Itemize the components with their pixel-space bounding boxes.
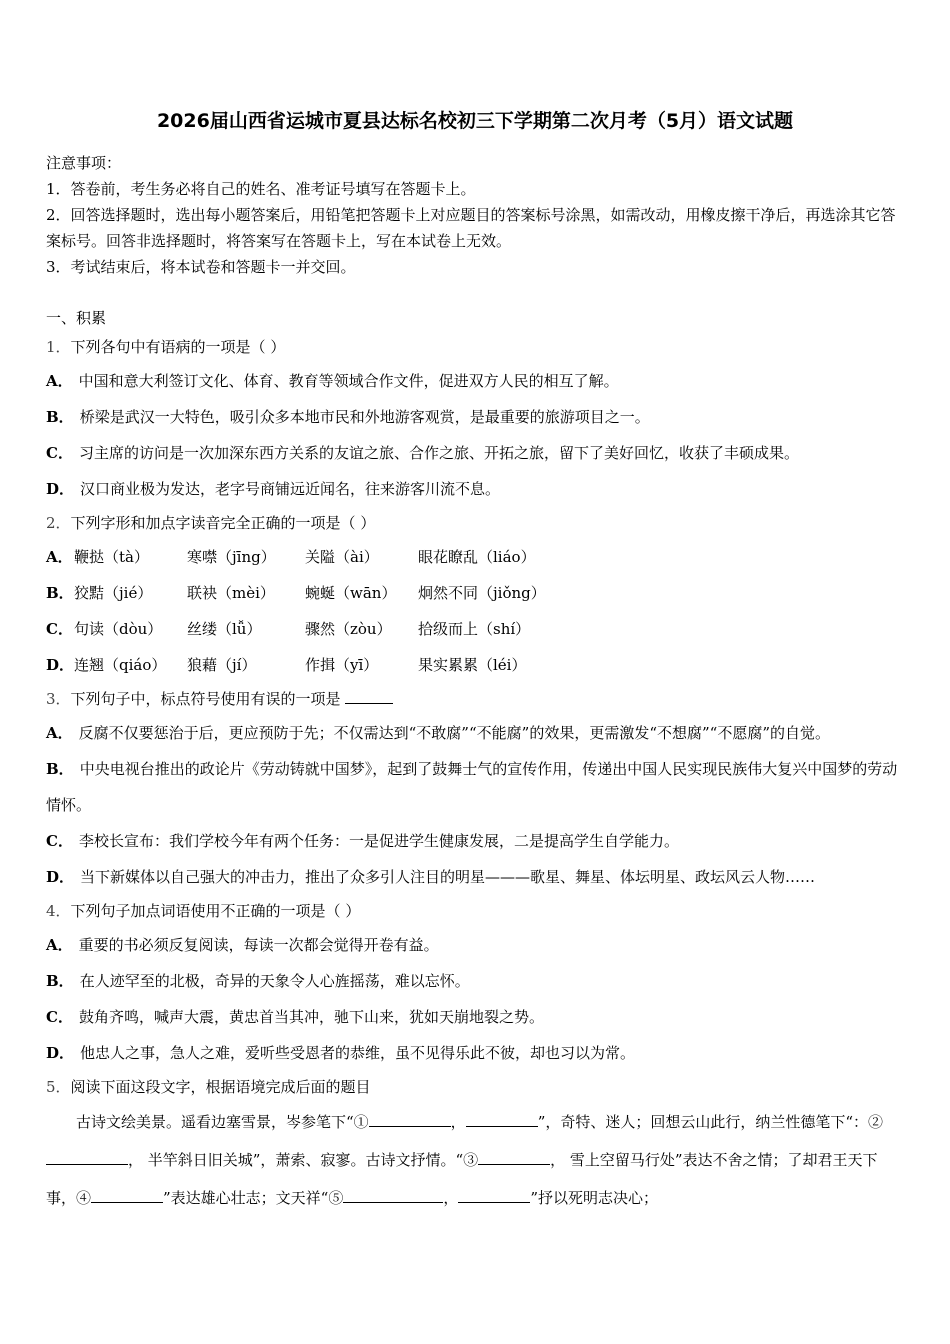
- option-label: C．: [46, 1008, 73, 1026]
- option-word: 蜿蜒（wān）: [305, 584, 397, 602]
- question-1-stem: [46, 331, 904, 363]
- option-word: 炯然不同（jiǒng）: [418, 584, 546, 602]
- q4-option-a: [46, 927, 904, 963]
- option-label: A．: [46, 724, 73, 742]
- option-word: 作揖（yī）: [305, 656, 379, 674]
- option-word: 联袂（mèi）: [187, 584, 275, 602]
- question-number: 1．: [46, 338, 71, 356]
- question-text: 下列句子加点词语使用不正确的一项是（ ）: [70, 902, 361, 920]
- option-word: 眼花瞭乱（liáo）: [418, 548, 536, 566]
- option-text: 反腐不仅要惩治于后，更应预防于先；不仅需达到“不敢腐”“不能腐”的效果，更需激发“不想腐”“不愿腐”的自觉。: [78, 724, 830, 742]
- option-word: 丝缕（lǚ）: [187, 620, 262, 638]
- q1-option-d: [46, 471, 904, 507]
- option-label: B．: [46, 584, 74, 602]
- q4-option-c: [46, 999, 904, 1035]
- answer-blank: [345, 689, 393, 704]
- q4-option-d: [46, 1035, 904, 1071]
- q2-option-d: [46, 647, 904, 683]
- q2-option-b: [46, 575, 904, 611]
- passage-text: ”，奇特、迷人；回想云山此行，纳兰性德笔下“：②: [537, 1113, 884, 1131]
- q1-option-b: [46, 399, 904, 435]
- answer-blank[interactable]: [466, 1110, 538, 1127]
- passage-text: ，: [450, 1113, 466, 1131]
- option-word: 鞭挞（tà）: [74, 548, 149, 566]
- passage-text: ”抒以死明志决心；: [530, 1189, 659, 1207]
- option-text: 习主席的访问是一次加深东西方关系的友谊之旅、合作之旅、开拓之旅，留下了美好回忆，收获了丰硕成果。: [78, 444, 799, 462]
- q2-option-c: [46, 611, 904, 647]
- option-word: 骤然（zòu）: [305, 620, 392, 638]
- option-label: A．: [46, 548, 73, 566]
- passage-text: ”表达雄心壮志；文天祥“⑤: [163, 1189, 344, 1207]
- answer-blank[interactable]: [91, 1186, 163, 1203]
- section-heading: 一、积累: [46, 309, 107, 327]
- option-text: 桥梁是武汉一大特色，吸引众多本地市民和外地游客观赏，是最重要的旅游项目之一。: [79, 408, 650, 426]
- passage-text: ， 半竿斜日旧关城”，萧索、寂寥。古诗文抒情。“③: [128, 1151, 479, 1169]
- q3-option-b: [46, 751, 904, 823]
- option-text: 鼓角齐鸣，喊声大震，黄忠首当其冲，驰下山来，犹如天崩地裂之势。: [78, 1008, 544, 1026]
- option-text: 李校长宣布：我们学校今年有两个任务：一是促进学生健康发展，二是提高学生自学能力。: [78, 832, 679, 850]
- option-label: D．: [46, 480, 75, 498]
- option-label: B．: [46, 972, 74, 990]
- option-label: A．: [46, 372, 73, 390]
- notice-item: 2．回答选择题时，选出每小题答案后，用铅笔把答题卡上对应题目的答案标号涂黑，如需改动，用橡皮擦干净后，再选涂其它答案标号。回答非选择题时，将答案写在答题卡上，写在本试卷上无效。: [46, 206, 896, 250]
- option-label: A．: [46, 936, 73, 954]
- answer-blank[interactable]: [343, 1186, 443, 1203]
- answer-blank[interactable]: [478, 1148, 550, 1165]
- question-4-stem: [46, 895, 904, 927]
- option-label: B．: [46, 408, 74, 426]
- q2-option-a: [46, 539, 904, 575]
- option-label: C．: [46, 620, 73, 638]
- option-text: 中央电视台推出的政论片《劳动铸就中国梦》，起到了鼓舞士气的宣传作用，传递出中国人民实现民族伟大复兴中国梦的劳动情怀。: [46, 760, 898, 814]
- option-text: 在人迹罕至的北极，奇异的天象令人心旌摇荡，难以忘怀。: [79, 972, 470, 990]
- q4-option-b: [46, 963, 904, 999]
- question-number: 5．: [46, 1078, 71, 1096]
- option-label: B．: [46, 760, 74, 778]
- option-label: D．: [46, 868, 75, 886]
- q1-option-c: [46, 435, 904, 471]
- option-label: D．: [46, 1044, 75, 1062]
- notice-item: 1．答卷前，考生务必将自己的姓名、准考证号填写在答题卡上。: [46, 180, 476, 198]
- question-5-stem: [46, 1071, 904, 1103]
- question-text: 下列字形和加点字读音完全正确的一项是（ ）: [70, 514, 376, 532]
- question-3-stem: [46, 683, 904, 715]
- option-word: 寒噤（jīng）: [187, 548, 276, 566]
- passage-text: ，: [443, 1189, 459, 1207]
- question-2-stem: [46, 507, 904, 539]
- option-word: 狼藉（jí）: [187, 656, 257, 674]
- option-label: D．: [46, 656, 75, 674]
- notice-block: [46, 150, 904, 280]
- option-text: 汉口商业极为发达，老字号商铺远近闻名，往来游客川流不息。: [80, 480, 501, 498]
- answer-blank[interactable]: [458, 1186, 530, 1203]
- option-text: 当下新媒体以自己强大的冲击力，推出了众多引人注目的明星———歌星、舞星、体坛明星、政坛风云人物……: [80, 868, 816, 886]
- option-word: 连翘（qiáo）: [74, 656, 167, 674]
- answer-blank[interactable]: [46, 1148, 128, 1165]
- option-word: 果实累累（léi）: [418, 656, 527, 674]
- passage-text: 古诗文绘美景。遥看边塞雪景，岑参笔下“①: [76, 1113, 369, 1131]
- option-label: C．: [46, 444, 73, 462]
- option-label: C．: [46, 832, 73, 850]
- question-number: 4．: [46, 902, 71, 920]
- option-text: 中国和意大利签订文化、体育、教育等领域合作文件，促进双方人民的相互了解。: [78, 372, 619, 390]
- question-number: 3．: [46, 690, 71, 708]
- notice-heading: 注意事项：: [46, 154, 122, 172]
- notice-item: 3．考试结束后，将本试卷和答题卡一并交回。: [46, 258, 356, 276]
- q3-option-d: [46, 859, 904, 895]
- option-text: 重要的书必须反复阅读，每读一次都会觉得开卷有益。: [78, 936, 439, 954]
- answer-blank[interactable]: [369, 1110, 451, 1127]
- q1-option-a: [46, 363, 904, 399]
- option-word: 狡黠（jié）: [74, 584, 153, 602]
- passage-text: ， 雪上空留马行处”表达不舍之情；了却君王天下事，④: [46, 1151, 878, 1207]
- q5-passage: [46, 1103, 904, 1217]
- option-word: 关隘（ài）: [305, 548, 379, 566]
- option-word: 拾级而上（shí）: [418, 620, 531, 638]
- option-word: 句读（dòu）: [74, 620, 163, 638]
- page-title: 2026届山西省运城市夏县达标名校初三下学期第二次月考（5月）语文试题: [156, 110, 794, 132]
- question-text: 阅读下面这段文字，根据语境完成后面的题目: [70, 1078, 371, 1096]
- question-number: 2．: [46, 514, 71, 532]
- q3-option-a: [46, 715, 904, 751]
- option-text: 他忠人之事，急人之难，爱听些受恩者的恭维，虽不见得乐此不彼，却也习以为常。: [80, 1044, 636, 1062]
- question-text: 下列各句中有语病的一项是（ ）: [70, 338, 286, 356]
- q3-option-c: [46, 823, 904, 859]
- question-text: 下列句子中，标点符号使用有误的一项是: [70, 690, 341, 708]
